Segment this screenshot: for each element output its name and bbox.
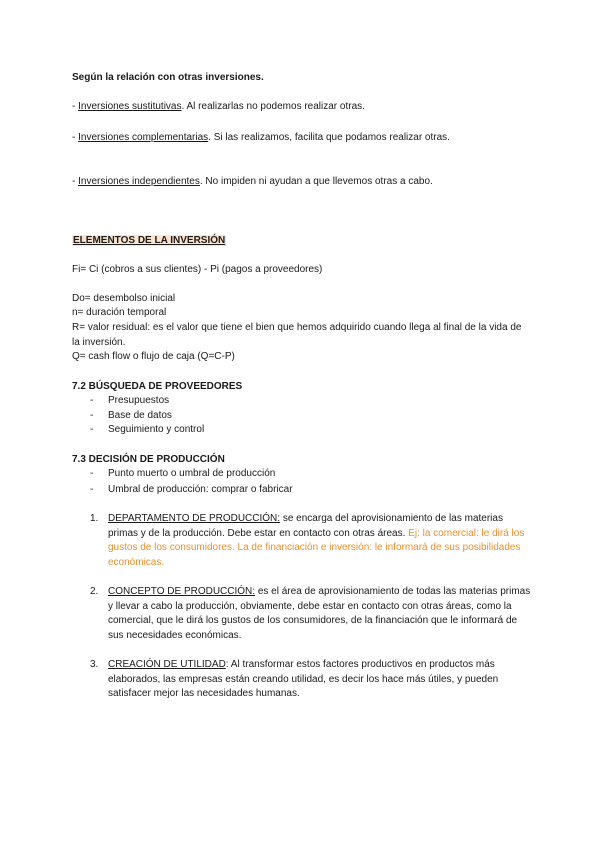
definition-line: Do= desembolso inicial xyxy=(72,293,176,304)
item-rest: . No impiden ni ayudan a que llevemos otras a cabo. xyxy=(199,176,433,187)
inversion-item xyxy=(72,100,532,115)
section-heading-produccion: 7.3 DECISIÓN DE PRODUCCIÓN xyxy=(72,454,225,465)
section-heading-elementos xyxy=(72,234,532,249)
item-term: Inversiones independientes xyxy=(78,176,200,187)
item-prefix: - xyxy=(72,132,79,143)
item-text: se encarga del aprovisionamiento de las materias primas y de la producción. Debe estar en contacto con otras áreas. xyxy=(108,513,503,539)
item-note: Ej: la comercial: le dirá los gustos de los consumidores. La de financiación e inversión: le informará de sus posibilidades económicas. xyxy=(108,527,525,568)
definition-line: Q= cash flow o flujo de caja (Q=C-P) xyxy=(72,351,235,362)
item-prefix: - xyxy=(72,176,79,187)
item-term: Inversiones complementarias xyxy=(78,132,209,143)
item-rest: . Al realizarlas no podemos realizar otras. xyxy=(181,101,365,112)
item-title: DEPARTAMENTO DE PRODUCCIÓN: xyxy=(108,513,281,524)
item-prefix: - xyxy=(72,101,79,112)
item-title: CREACIÓN DE UTILIDAD xyxy=(108,659,226,670)
section-heading-proveedores: 7.2 BÚSQUEDA DE PROVEEDORES xyxy=(72,381,243,392)
formula-line: Fi= Ci (cobros a sus clientes) - Pi (pagos a proveedores) xyxy=(72,264,323,275)
definition-line: n= duración temporal xyxy=(72,307,167,318)
item-text: : Al transformar estos factores productivos en productos más elaborados, las empresas están creando utilidad, es decir los hace más útiles, y pueden satisfacer mejor las necesidades humanas. xyxy=(108,659,499,699)
section-heading-inversiones: Según la relación con otras inversiones. xyxy=(72,72,264,83)
item-title: CONCEPTO DE PRODUCCIÓN: xyxy=(108,586,256,597)
document-page: Según la relación con otras inversiones. - Inversiones sustitutivas. Al realizarlas no podemos realizar otras. - Inversiones complementarias. Si las realizamos, facilita que podamos realizar otras. - Inversiones independientes. No impiden ni ayudan a que llevemos otras a cabo. ELEMENTOS DE LA INVERSIÓN Fi= Ci (cobros a sus clientes) - Pi (pagos a proveedores) Do= desembolso inicial n= duración temporal R= valor residual: es el valor que tiene el bien que hemos adquirido cuando llega al final de la vida de la inversión. Q= cash flow o flujo de caja (Q=C-P) 7.2 BÚSQUEDA DE PROVEEDORES - Presupuestos - Base de datos - Seguimiento y control 7.3 DECISIÓN DE PRODUCCIÓN - Punto muerto o umbral de producción - Umbral de producción: comprar o fabricar 1. DEPARTAMENTO DE PRODUCCIÓN: se encarga del aprovisionamiento de las materias primas y de la producción. Debe estar en contacto con otras áreas. Ej: la comercial: le dirá los gustos de los consumidores. La de financiación e inversión: le informará de sus posibilidades económicas. 2. CONCEPTO DE PRODUCCIÓN: es el área de aprovisionamiento de todas las materias primas y llevar a cabo la producción, obviamente, debe estar en contacto con otras áreas, como la comercial, que le dirá los gustos de los consumidores, de la financiación que le informará de sus necesidades económicas. 3. CREACIÓN DE UTILIDAD: Al transformar estos factores productivos en productos más elaborados, las empresas están creando utilidad, es decir los hace más útiles, y pueden satisfacer mejor las necesidades humanas. xyxy=(72,72,531,699)
inversion-item xyxy=(72,175,447,190)
item-term: Inversiones sustitutivas xyxy=(78,101,182,112)
item-rest: . Si las realizamos, facilita que podamos realizar otras. xyxy=(208,132,450,143)
highlighted-heading: ELEMENTOS DE LA INVERSIÓN xyxy=(73,235,226,246)
item-text: es el área de aprovisionamiento de todas las materias primas y llevar a cabo la producción, obviamente, debe estar en contacto con otras áreas, como la comercial, que le dirá los gustos de los consumidores, de la financiación que le informará de sus necesidades económicas. xyxy=(108,586,531,641)
inversion-item xyxy=(72,131,467,146)
definition-line: R= valor residual: es el valor que tiene el bien que hemos adquirido cuando llega al final de la vida de la inversión. xyxy=(72,322,522,348)
